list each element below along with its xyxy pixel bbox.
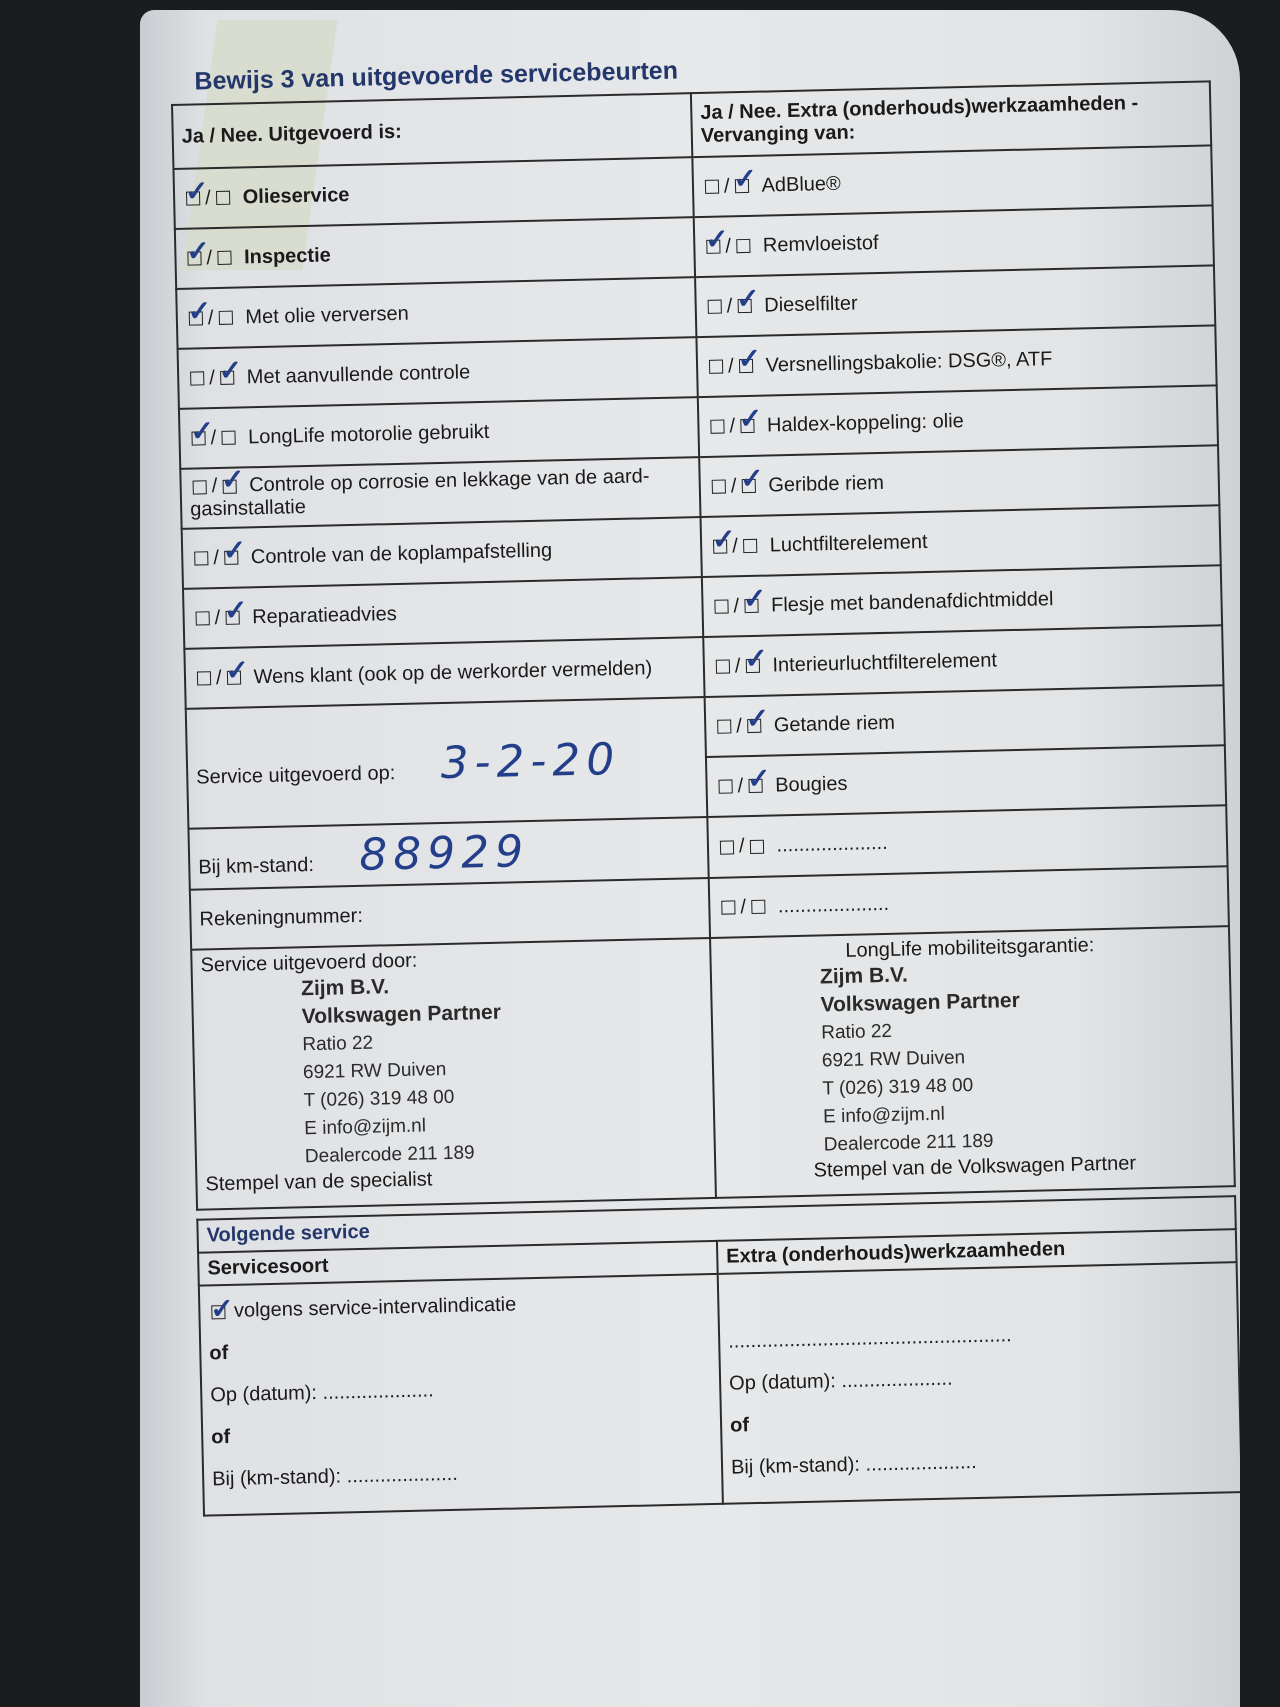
stamp-right-caption: Stempel van de Volkswagen Partner	[813, 1152, 1137, 1182]
left-header: Ja / Nee. Uitgevoerd is:	[172, 93, 692, 169]
service-date-label: Service uitgevoerd op:	[196, 761, 396, 789]
right-item: /✓ Flesje met bandenafdichtmiddel	[702, 565, 1222, 637]
right-item: /✓ AdBlue®	[692, 145, 1212, 217]
right-item: /✓ Interieurluchtfilterelement	[703, 625, 1223, 697]
right-item: /✓ Dieselfilter	[695, 265, 1215, 337]
right-item: ✓ / Luchtfilterelement	[701, 505, 1221, 577]
right-extra-0: /✓ Getande riem	[705, 685, 1225, 757]
km-label: Bij km-stand:	[198, 853, 315, 879]
service-type-label: Servicesoort	[198, 1241, 718, 1286]
invoice-cell: Rekeningnummer:	[190, 878, 710, 950]
service-table	[171, 80, 1236, 1210]
stamp-right-cell	[710, 926, 1235, 1198]
next-left-cell: ✓ volgens service-intervalindicatie of Op (datum): .................... of Bij (km-stand): ....................	[199, 1274, 723, 1516]
longlife-label: LongLife mobiliteitsgarantie:	[845, 934, 1095, 962]
left-item: /✓ Controle op corrosie en lekkage van de aard-gasinstallatie	[180, 457, 700, 529]
extra-work-label: Extra (onderhouds)werkzaamheden	[717, 1229, 1237, 1274]
stamp-left-caption: Stempel van de specialist	[205, 1168, 433, 1196]
left-item: ✓/ Inspectie	[175, 217, 695, 289]
service-record-sheet	[170, 36, 1240, 1516]
right-item: /✓ Versnellingsbakolie: DSG®, ATF	[696, 325, 1216, 397]
page-title: Bewijs 3 van uitgevoerde servicebeurten	[194, 56, 679, 96]
right-extra-3: / ....................	[709, 866, 1229, 938]
stamp-left: Zijm B.V. Volkswagen Partner Ratio 22 6921 RW Duiven T (026) 319 48 00 E info@zijm.nl Dealercode 211 189	[300, 975, 502, 1168]
left-item: /✓ Met aanvullende controle	[178, 337, 698, 409]
right-header: Ja / Nee. Extra (onderhouds)werkzaamheden - Vervanging van:	[691, 81, 1211, 157]
left-item: /✓ Controle van de koplampafstelling	[182, 517, 702, 589]
km-value: 88929	[358, 826, 530, 881]
performed-by-label: Service uitgevoerd door:	[200, 949, 418, 977]
left-item: /✓ Reparatieadvies	[183, 577, 703, 649]
left-item: ✓/ LongLife motorolie gebruikt	[179, 397, 699, 469]
left-item: ✓/ Met olie verversen	[176, 277, 696, 349]
booklet-page	[140, 10, 1240, 1707]
stamp-left-cell	[191, 938, 716, 1210]
left-item: ✓/ Olieservice	[173, 157, 693, 229]
next-service-table	[196, 1195, 1240, 1517]
service-date-cell	[186, 697, 708, 829]
next-service-title: Volgende service	[197, 1196, 1235, 1253]
service-date-value: 3-2-20	[440, 733, 621, 789]
right-item: ✓ / Remvloeistof	[694, 205, 1214, 277]
right-item: /✓ Haldex-koppeling: olie	[698, 385, 1218, 457]
right-extra-1: /✓ Bougies	[706, 745, 1226, 817]
left-item: /✓ Wens klant (ook op de werkorder vermelden)	[184, 637, 704, 709]
right-item: /✓ Geribde riem	[699, 445, 1219, 517]
stamp-right: Zijm B.V. Volkswagen Partner Ratio 22 6921 RW Duiven T (026) 319 48 00 E info@zijm.nl Dealercode 211 189	[819, 963, 1021, 1156]
right-extra-2: / ....................	[707, 805, 1227, 878]
next-right-cell: ................................................... Op (datum): .................... of Bij (km-stand): ....................	[718, 1262, 1240, 1504]
